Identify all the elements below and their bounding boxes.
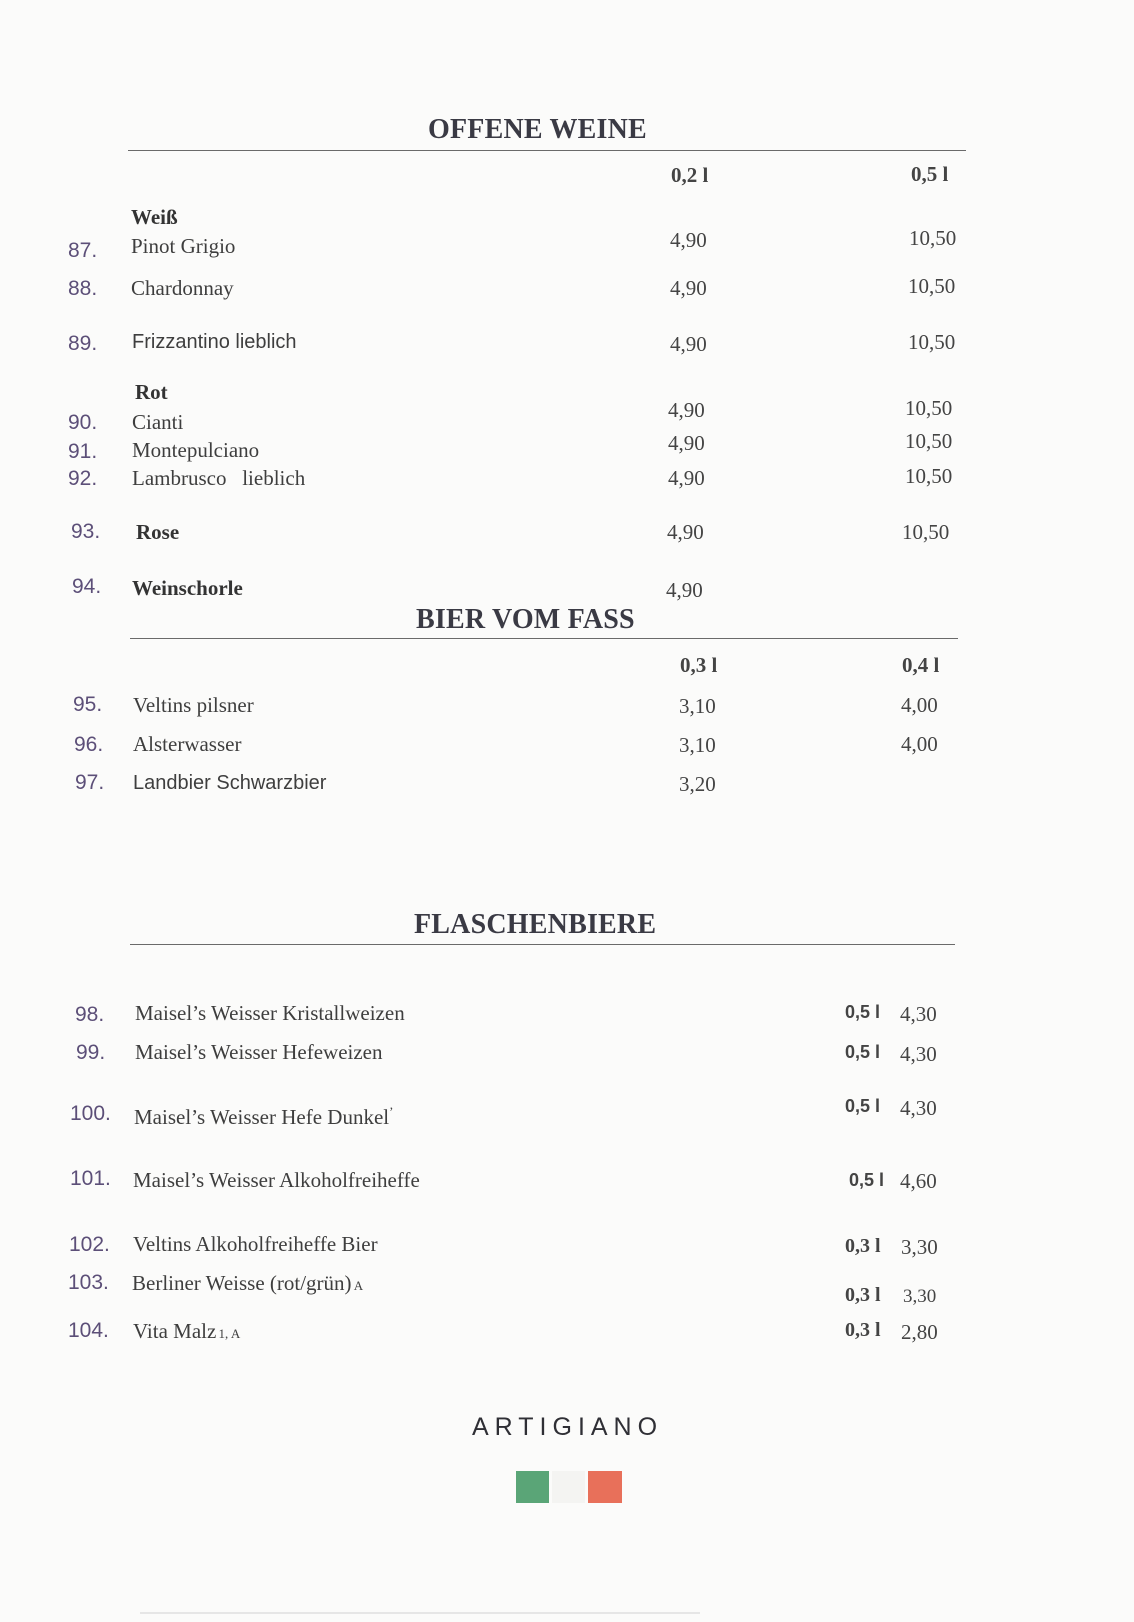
item-name: Weinschorle (132, 576, 243, 600)
item-number: 101. (70, 1167, 111, 1190)
price-large: 10,50 (905, 396, 953, 420)
item-number: 99. (76, 1041, 106, 1064)
item-number: 102. (69, 1233, 110, 1256)
bottle-volume: 0,5 l (849, 1170, 885, 1190)
price-small: 4,90 (670, 332, 707, 356)
price-small: 4,90 (670, 228, 707, 252)
subheading-rot: Rot (135, 380, 168, 404)
item-number: 104. (68, 1319, 109, 1342)
section-title-flaschenbiere: FLASCHENBIERE (414, 909, 657, 940)
price-small: 4,90 (668, 431, 705, 455)
item-number: 88. (68, 277, 98, 300)
item-number: 94. (72, 575, 102, 598)
bottom-divider (140, 1612, 700, 1614)
item-name: Landbier Schwarzbier (133, 772, 327, 794)
price-large: 10,50 (905, 429, 953, 453)
bottle-volume: 0,3 l (845, 1319, 881, 1341)
price-small: 4,90 (668, 466, 705, 490)
item-number: 93. (71, 520, 101, 543)
bottle-volume: 0,5 l (845, 1096, 881, 1116)
item-name: Pinot Grigio (131, 234, 236, 258)
bottle-volume: 0,5 l (845, 1002, 881, 1022)
allergen-mark: ’ (389, 1104, 394, 1119)
bottle-price: 3,30 (901, 1235, 938, 1259)
item-name-text: Maisel’s Weisser Hefe Dunkel (134, 1105, 390, 1129)
column-header-0-5l: 0,5 l (911, 162, 949, 186)
item-name: Maisel’s Weisser Kristallweizen (135, 1001, 405, 1025)
allergen-mark: A (353, 1278, 364, 1293)
item-name: Alsterwasser (133, 732, 242, 756)
flag-stripe-green (516, 1471, 549, 1503)
price-small: 4,90 (667, 520, 704, 544)
price-large: 10,50 (905, 464, 953, 488)
brand-logo-text: ARTIGIANO (472, 1413, 664, 1441)
item-name: Frizzantino lieblich (132, 331, 297, 353)
section-rule (130, 638, 958, 639)
price-small: 4,90 (668, 398, 705, 422)
bottle-volume: 0,3 l (845, 1284, 881, 1306)
item-name: Lambrusco lieblich (132, 466, 306, 490)
price-large: 4,00 (901, 693, 938, 717)
bottle-price: 4,30 (900, 1096, 937, 1120)
price-large: 10,50 (902, 520, 950, 544)
item-name: Maisel’s Weisser Hefeweizen (135, 1040, 383, 1064)
price-large: 10,50 (909, 226, 957, 250)
price-small: 4,90 (670, 276, 707, 300)
column-header-0-2l: 0,2 l (671, 163, 709, 187)
item-name: Veltins pilsner (133, 693, 254, 717)
item-name: Veltins Alkoholfreiheffe Bier (133, 1232, 378, 1256)
price-large: 4,00 (901, 732, 938, 756)
price-small: 3,20 (679, 772, 716, 796)
item-name: Cianti (132, 410, 184, 434)
item-number: 92. (68, 467, 98, 490)
column-header-0-3l: 0,3 l (680, 653, 718, 677)
item-name-text: Berliner Weisse (rot/grün) (132, 1271, 352, 1295)
allergen-mark: 1, A (218, 1326, 241, 1341)
item-number: 89. (68, 332, 98, 355)
item-name: Montepulciano (132, 438, 260, 462)
item-number: 97. (75, 771, 105, 794)
flag-stripe-white (552, 1471, 585, 1503)
subheading-weiss: Weiß (131, 205, 178, 229)
price-small: 4,90 (666, 578, 703, 602)
item-number: 100. (70, 1102, 111, 1125)
item-number: 95. (73, 693, 103, 716)
bottle-volume: 0,5 l (845, 1042, 881, 1062)
price-large: 10,50 (908, 330, 956, 354)
italian-flag-icon (516, 1471, 622, 1503)
bottle-price: 3,30 (903, 1286, 937, 1307)
item-name: Rose (136, 520, 180, 544)
item-number: 90. (68, 411, 98, 434)
item-name: Maisel’s Weisser Alkoholfreiheffe (133, 1168, 420, 1192)
section-rule (130, 944, 955, 945)
price-small: 3,10 (679, 733, 716, 757)
bottle-price: 4,30 (900, 1002, 937, 1026)
item-name: Chardonnay (131, 276, 234, 300)
section-title-bier-vom-fass: BIER VOM FASS (416, 604, 635, 635)
item-number: 91. (68, 440, 98, 463)
item-number: 87. (68, 239, 98, 262)
item-number: 103. (68, 1271, 109, 1294)
item-name (133, 1319, 240, 1344)
section-rule (128, 150, 966, 151)
bottle-price: 4,60 (900, 1169, 937, 1193)
bottle-price: 2,80 (901, 1320, 938, 1344)
item-number: 98. (75, 1003, 105, 1026)
item-name (134, 1104, 393, 1130)
item-name (132, 1271, 363, 1296)
price-small: 3,10 (679, 694, 716, 718)
column-header-0-4l: 0,4 l (902, 653, 940, 677)
item-name-text: Vita Malz (133, 1319, 217, 1343)
price-large: 10,50 (908, 274, 956, 298)
flag-stripe-red (588, 1471, 622, 1503)
item-number: 96. (74, 733, 104, 756)
bottle-price: 4,30 (900, 1042, 937, 1066)
bottle-volume: 0,3 l (845, 1235, 881, 1257)
section-title-offene-weine: OFFENE WEINE (428, 114, 647, 145)
